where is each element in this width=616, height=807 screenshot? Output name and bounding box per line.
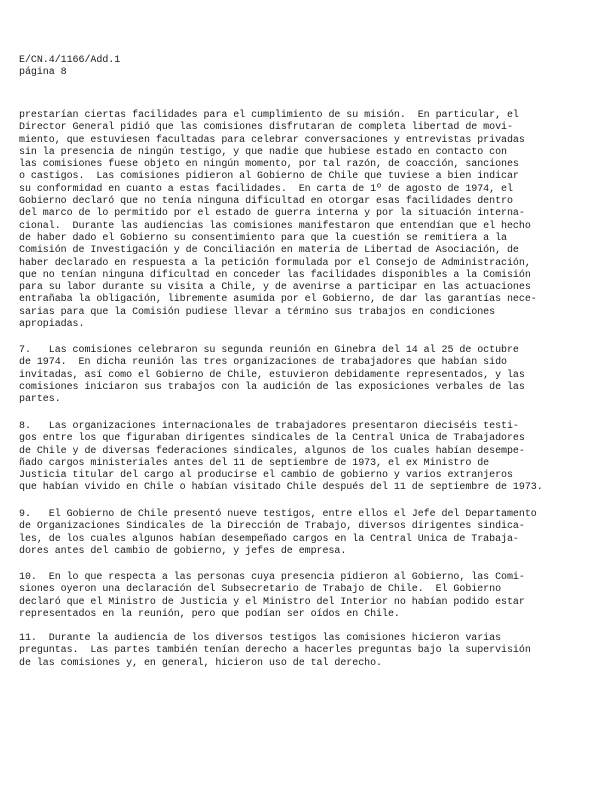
text-line: invitadas, así como el Gobierno de Chile, estuvieron debidamente representados, y las xyxy=(19,369,525,381)
text-line: partes. xyxy=(19,394,61,406)
text-line: de 1974. En dicha reunión las tres organizaciones de trabajadores que habían sido xyxy=(19,357,507,369)
paragraph-9 xyxy=(19,509,537,558)
paragraph-8 xyxy=(19,421,543,495)
text-line: comisiones iniciaron sus trabajos con la audición de las exposiciones verbales de las xyxy=(19,381,525,393)
document-symbol: E/CN.4/1166/Add.1 xyxy=(19,55,121,66)
text-line: cional. Durante las audiencias las comisiones manifestaron que entendían que el hecho xyxy=(19,220,531,232)
document-header xyxy=(19,55,519,80)
text-line: Gobierno declaró que no tenía ninguna dificultad en otorgar esas facilidades dentro xyxy=(19,196,513,208)
text-line: les, de los cuales algunos habían desempeñado cargos en la Central Unica de Trabaja- xyxy=(19,533,519,545)
page-number: página 8 xyxy=(19,67,67,79)
text-line: siones oyeron una declaración del Subsecretario de Trabajo de Chile. El Gobierno xyxy=(19,584,502,596)
text-line: que no tenían ninguna dificultad en conceder las facilidades disponibles a la Comisión xyxy=(19,269,531,281)
text-line: entrañaba la obligación, libremente asumida por el Gobierno, de dar las garantías nece- xyxy=(19,294,537,306)
paragraph-7 xyxy=(19,345,525,406)
text-line: Justicia titular del cargo al producirse el cambio de gobierno y varios extranjeros xyxy=(19,470,513,482)
text-line: o castigos. Las comisiones pidieron al Gobierno de Chile que tuviese a bien indicar xyxy=(19,171,519,183)
text-line: 7. Las comisiones celebraron su segunda reunión en Ginebra del 14 al 25 de octubre xyxy=(19,345,519,356)
text-line: las comisiones fuese objeto en ningún momento, por tal razón, de coacción, sanciones xyxy=(19,159,519,171)
text-line: para su labor durante su visita a Chile, y de avenirse a participar en las actuaciones xyxy=(19,282,531,294)
paragraph-11 xyxy=(19,633,531,670)
text-line: sarias para que la Comisión pudiese llevar a término sus trabajos en condiciones xyxy=(19,306,496,318)
paragraph-10 xyxy=(19,572,525,621)
text-line: miento, que estuviesen facultadas para celebrar conversaciones y entrevistas privadas xyxy=(19,134,525,146)
text-line: sin la presencia de ningún testigo, y que nadie que hubiese estado en contacto con xyxy=(19,146,507,158)
text-line: 8. Las organizaciones internacionales de trabajadores presentaron dieciséis testi- xyxy=(19,421,519,432)
text-line: apropiadas. xyxy=(19,319,85,331)
text-line: preguntas. Las partes también tenían derecho a hacerles preguntas bajo la supervisión xyxy=(19,645,531,657)
text-line: prestarían ciertas facilidades para el cumplimiento de su misión. En particular, el xyxy=(19,110,519,121)
text-line: de haber dado el Gobierno su consentimiento para que la cuestión se remitiera a la xyxy=(19,232,507,244)
paragraph-continuation xyxy=(19,110,537,331)
text-line: gos entre los que figuraban dirigentes sindicales de la Central Unica de Trabajadores xyxy=(19,433,525,445)
text-line: de las comisiones y, en general, hicieron uso de tal derecho. xyxy=(19,657,383,669)
text-line: declaró que el Ministro de Justicia y el Ministro del Interior no habían podido estar xyxy=(19,596,525,608)
text-line: haber declarado en respuesta a la petición formulada por el Consejo de Administración, xyxy=(19,257,531,269)
text-line: del marco de lo permitido por el estado de guerra interna y por la situación interna- xyxy=(19,208,525,220)
text-line: dores antes del cambio de gobierno, y jefes de empresa. xyxy=(19,545,347,557)
text-line: que habían vivido en Chile o habían visitado Chile después del 11 de septiembre de 1973. xyxy=(19,482,543,494)
text-line: de Chile y de diversas federaciones sindicales, algunos de los cuales habían desempe- xyxy=(19,445,525,457)
text-line: 11. Durante la audiencia de los diversos testigos las comisiones hicieron varias xyxy=(19,633,502,644)
text-line: 10. En lo que respecta a las personas cuya presencia pidieron al Gobierno, las Comi- xyxy=(19,572,525,583)
text-line: de Organizaciones Sindicales de la Dirección de Trabajo, diversos dirigentes sindica- xyxy=(19,521,525,533)
text-line: ñado cargos ministeriales antes del 11 de septiembre de 1973, el ex Ministro de xyxy=(19,457,490,469)
text-line: su conformidad en cuanto a estas facilidades. En carta de 1º de agosto de 1974, el xyxy=(19,183,513,195)
text-line: Director General pidió que las comisiones disfrutaran de completa libertad de movi- xyxy=(19,122,513,134)
text-line: 9. El Gobierno de Chile presentó nueve testigos, entre ellos el Jefe del Departamento xyxy=(19,509,537,520)
text-line: representados en la reunión, pero que podían ser oídos en Chile. xyxy=(19,608,400,620)
text-line: Comisión de Investigación y de Conciliación en materia de Libertad de Asociación, de xyxy=(19,245,519,257)
